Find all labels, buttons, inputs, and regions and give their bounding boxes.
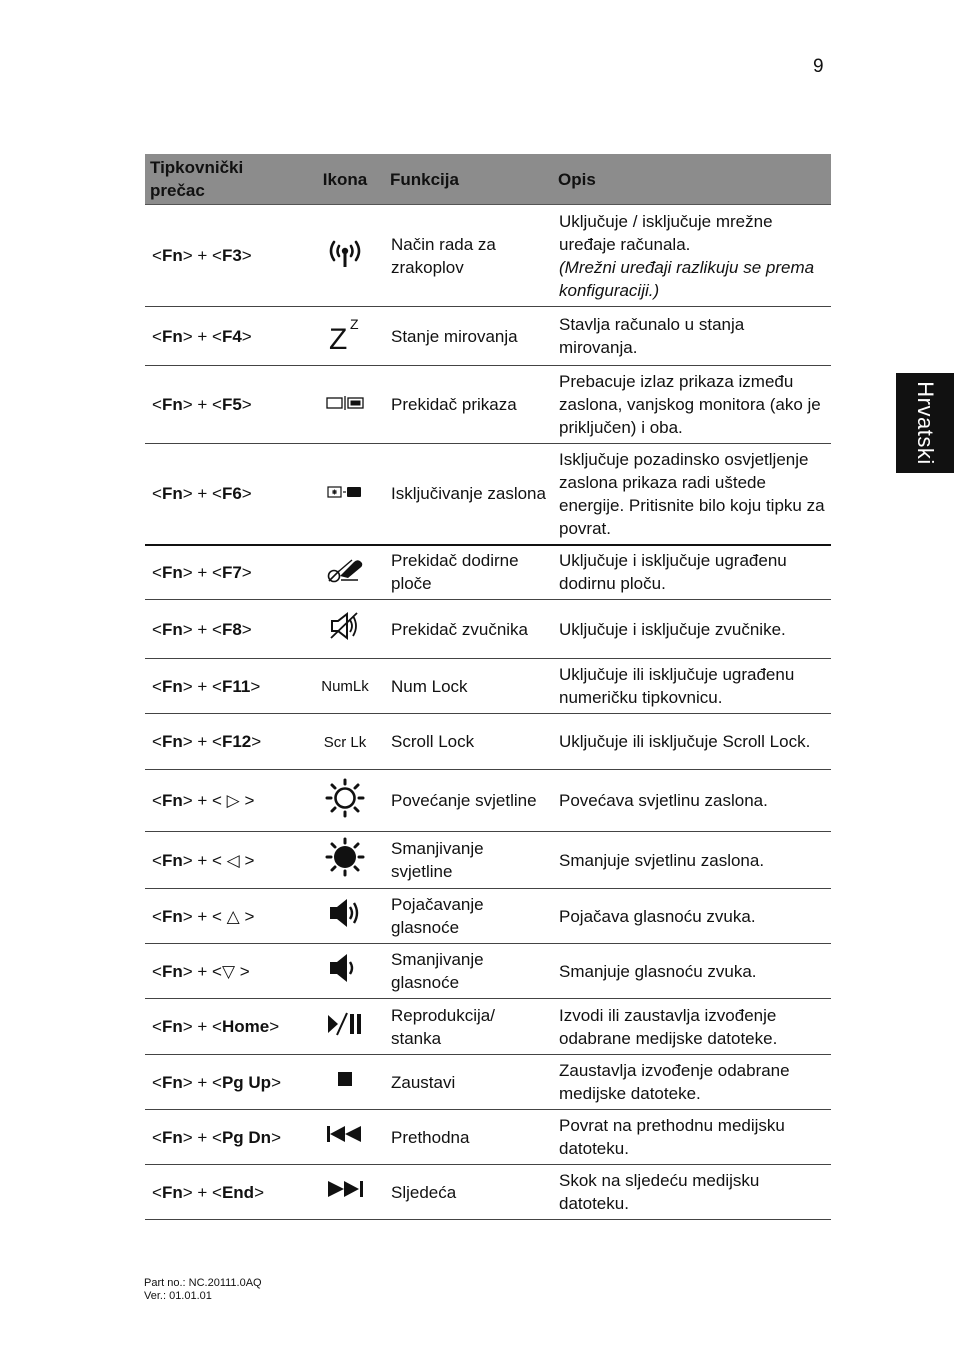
key-name: Pg Up [221, 1072, 272, 1092]
key-bracket: < [152, 1072, 162, 1092]
key-bracket: < [152, 562, 162, 582]
function-cell: Stanje mirovanja [385, 307, 553, 366]
key-bracket: > [241, 484, 252, 504]
key-name: F3 [221, 246, 242, 265]
key-bracket: > [241, 619, 252, 639]
description-text: Uključuje i isključuje zvučnike. [559, 619, 786, 639]
function-cell: Smanjivanje svjetline [385, 832, 553, 889]
display-toggle-icon [325, 394, 365, 417]
function-cell: Prekidač dodirne ploče [385, 545, 553, 600]
key-bracket: > [271, 1072, 281, 1092]
shortcut-cell [145, 307, 305, 366]
table-row [145, 600, 831, 659]
shortcut-cell [145, 600, 305, 659]
header-icon: Ikona [305, 154, 385, 205]
key-plus: > + < [182, 246, 222, 265]
shortcut-cell [145, 832, 305, 889]
description-text: Skok na sljedeću medijsku datoteku. [559, 1171, 760, 1213]
volume-down-icon [327, 951, 363, 991]
key-name: F4 [221, 326, 242, 346]
function-cell: Prethodna [385, 1110, 553, 1165]
description-text: Izvodi ili zaustavlja izvođenje odabrane medijske datoteke. [559, 1005, 778, 1048]
svg-text:Z: Z [329, 323, 348, 352]
description-cell [553, 889, 831, 944]
fn-key: Fn [161, 961, 183, 981]
fn-key: Fn [161, 732, 183, 751]
scrolllock-icon [324, 730, 367, 754]
touchpad-toggle-icon [324, 554, 366, 590]
svg-text:Z: Z [350, 316, 359, 332]
description-text: Uključuje ili isključuje ugrađenu numeričku tipkovnicu. [559, 665, 795, 707]
description-note: (Mrežni uređaji razlikuju se prema konfiguraciji.) [559, 257, 815, 300]
description-text: Povrat na prethodnu medijsku datoteku. [559, 1116, 785, 1158]
table-row [145, 999, 831, 1055]
key-name: F8 [221, 619, 242, 639]
fn-key: Fn [161, 619, 183, 639]
scrolllock-icon-label: Scr Lk [323, 733, 367, 751]
key-name: Pg Dn [221, 1127, 272, 1147]
brightness-down-icon [325, 837, 365, 883]
function-cell: Pojačavanje glasnoće [385, 889, 553, 944]
key-plus: > + < [182, 676, 222, 696]
part-number: Part no.: NC.20111.0AQ [144, 1277, 262, 1289]
key-bracket: < [152, 1182, 162, 1202]
key-bracket: > [241, 246, 252, 265]
function-cell: Isključivanje zaslona [385, 444, 553, 545]
description-cell [553, 1110, 831, 1165]
description-text: Uključuje i isključuje ugrađenu dodirnu ploču. [559, 551, 787, 594]
description-text: Prebacuje izlaz prikaza između zaslona, vanjskog monitora (ako je priključen) i oba. [559, 372, 821, 437]
icon-cell [305, 1055, 385, 1110]
function-cell: Zaustavi [385, 1055, 553, 1110]
key-bracket: < [152, 619, 162, 639]
icon-cell [305, 307, 385, 366]
key-plus: > + < [182, 850, 227, 870]
brightness-up-icon [325, 778, 365, 824]
stop-icon [335, 1069, 355, 1095]
fn-key: Fn [161, 1182, 183, 1202]
key-bracket: < [152, 1127, 162, 1147]
description-cell [553, 832, 831, 889]
icon-cell [305, 889, 385, 944]
key-bracket: > [241, 395, 252, 414]
table-row [145, 366, 831, 444]
key-plus: > + < [182, 484, 222, 504]
shortcut-cell [145, 1055, 305, 1110]
description-cell [553, 714, 831, 770]
numlock-icon-label: NumLk [321, 678, 369, 696]
icon-cell [305, 1165, 385, 1220]
icon-cell [305, 444, 385, 545]
shortcut-cell [145, 1165, 305, 1220]
header-description: Opis [553, 154, 831, 205]
previous-track-icon [325, 1124, 365, 1150]
icon-cell [305, 366, 385, 444]
fn-key: Fn [161, 1127, 183, 1147]
shortcut-cell [145, 205, 305, 307]
key-bracket: < [152, 395, 162, 414]
function-cell: Smanjivanje glasnoće [385, 944, 553, 999]
fn-key: Fn [161, 246, 183, 265]
description-text: Smanjuje glasnoću zvuka. [559, 961, 757, 981]
key-name: End [221, 1182, 255, 1202]
language-tab [896, 373, 954, 473]
header-function: Funkcija [385, 154, 553, 205]
volume-up-icon [327, 896, 363, 936]
function-cell: Način rada za zrakoplov [385, 205, 553, 307]
key-plus: > + < [182, 906, 227, 926]
wireless-icon [325, 236, 365, 276]
fn-key: Fn [161, 1017, 183, 1036]
function-cell: Scroll Lock [385, 714, 553, 770]
description-text: Uključuje ili isključuje Scroll Lock. [559, 732, 811, 751]
numlock-icon [321, 674, 369, 698]
description-cell [553, 205, 831, 307]
description-cell [553, 770, 831, 832]
key-bracket: < [152, 326, 162, 346]
display-off-icon [326, 483, 364, 506]
key-name: F12 [221, 732, 252, 751]
key-bracket: > [239, 791, 255, 810]
function-cell: Prekidač prikaza [385, 366, 553, 444]
icon-cell [305, 770, 385, 832]
table-row [145, 770, 831, 832]
table-row [145, 1165, 831, 1220]
fn-key: Fn [161, 484, 183, 504]
table-row [145, 832, 831, 889]
key-plus: > + < [182, 1017, 222, 1036]
fn-key: Fn [161, 676, 183, 696]
key-bracket: > [239, 906, 255, 926]
table-row [145, 545, 831, 600]
description-text: Stavlja računalo u stanja mirovanja. [559, 315, 745, 357]
description-cell [553, 307, 831, 366]
fn-key: Fn [161, 1072, 183, 1092]
key-bracket: > [251, 732, 262, 751]
shortcut-table [145, 154, 831, 1220]
icon-cell [305, 205, 385, 307]
key-name: Home [221, 1017, 270, 1036]
key-plus: > + < [182, 395, 222, 414]
key-name: F7 [221, 562, 242, 582]
description-text: Uključuje / isključuje mrežne uređaje računala. [559, 211, 773, 254]
page-number: 9 [813, 56, 824, 77]
key-name: ◁ [226, 850, 240, 870]
shortcut-cell [145, 770, 305, 832]
key-plus: > + < [182, 1182, 222, 1202]
key-bracket: > [235, 961, 250, 981]
description-cell [553, 999, 831, 1055]
key-plus: > + < [182, 1072, 222, 1092]
fn-key: Fn [161, 850, 183, 870]
footer [144, 1277, 262, 1303]
key-plus: > + < [182, 326, 222, 346]
icon-cell [305, 944, 385, 999]
key-bracket: > [239, 850, 255, 870]
key-plus: > + < [182, 732, 222, 751]
description-cell [553, 600, 831, 659]
key-plus: > + < [182, 961, 222, 981]
version: Ver.: 01.01.01 [144, 1290, 212, 1302]
description-text: Zaustavlja izvođenje odabrane medijske datoteke. [559, 1061, 790, 1103]
function-cell: Povećanje svjetline [385, 770, 553, 832]
key-bracket: > [241, 562, 252, 582]
description-text: Smanjuje svjetlinu zaslona. [559, 850, 765, 870]
fn-key: Fn [161, 326, 183, 346]
speaker-toggle-icon [328, 611, 362, 647]
description-text: Povećava svjetlinu zaslona. [559, 791, 768, 810]
description-text: Isključuje pozadinsko osvjetljenje zaslona prikaza radi uštede energije. Pritisnite bilo koju tipku za povrat. [559, 449, 825, 538]
key-bracket: < [152, 246, 162, 265]
description-text: Pojačava glasnoću zvuka. [559, 906, 756, 926]
key-bracket: < [152, 676, 162, 696]
key-name: F5 [221, 395, 242, 414]
table-row [145, 1110, 831, 1165]
description-cell [553, 944, 831, 999]
language-tab-label: Hrvatski [913, 381, 938, 465]
shortcut-cell [145, 1110, 305, 1165]
key-name: ▷ [226, 791, 240, 810]
shortcut-cell [145, 944, 305, 999]
key-bracket: < [152, 484, 162, 504]
key-bracket: < [152, 906, 162, 926]
shortcut-cell [145, 889, 305, 944]
header-shortcut: Tipkovnički prečac [145, 154, 305, 205]
play-pause-icon [325, 1011, 365, 1043]
icon-cell [305, 1110, 385, 1165]
key-plus: > + < [182, 619, 222, 639]
fn-key: Fn [161, 395, 183, 414]
description-cell [553, 659, 831, 714]
description-cell [553, 366, 831, 444]
fn-key: Fn [161, 562, 183, 582]
key-bracket: > [250, 676, 261, 696]
icon-cell [305, 545, 385, 600]
key-bracket: < [152, 791, 162, 810]
key-bracket: < [152, 1017, 162, 1036]
fn-key: Fn [161, 791, 183, 810]
function-cell: Num Lock [385, 659, 553, 714]
table-row [145, 944, 831, 999]
key-bracket: < [152, 732, 162, 751]
key-bracket: > [241, 326, 252, 346]
icon-cell [305, 999, 385, 1055]
sleep-icon [327, 314, 363, 358]
key-name: △ [226, 906, 240, 926]
next-track-icon [325, 1179, 365, 1205]
table-row [145, 1055, 831, 1110]
function-cell: Sljedeća [385, 1165, 553, 1220]
shortcut-cell [145, 545, 305, 600]
table-row [145, 444, 831, 545]
key-bracket: > [254, 1182, 264, 1202]
key-bracket: > [271, 1127, 281, 1147]
key-plus: > + < [182, 791, 227, 810]
table-header-row [145, 154, 831, 205]
key-name: F6 [221, 484, 242, 504]
fn-key: Fn [161, 906, 183, 926]
icon-cell [305, 659, 385, 714]
description-cell [553, 444, 831, 545]
shortcut-cell [145, 714, 305, 770]
icon-cell [305, 714, 385, 770]
description-cell [553, 545, 831, 600]
shortcut-cell [145, 366, 305, 444]
key-name: F11 [221, 676, 251, 696]
key-bracket: < [152, 850, 162, 870]
table-row [145, 714, 831, 770]
key-bracket: > [269, 1017, 280, 1036]
icon-cell [305, 832, 385, 889]
shortcut-cell [145, 999, 305, 1055]
table-row [145, 205, 831, 307]
function-cell: Prekidač zvučnika [385, 600, 553, 659]
function-cell: Reprodukcija/ stanka [385, 999, 553, 1055]
key-name: ▽ [221, 961, 236, 981]
key-bracket: < [152, 961, 162, 981]
icon-cell [305, 600, 385, 659]
description-cell [553, 1165, 831, 1220]
key-plus: > + < [182, 562, 222, 582]
table-row [145, 889, 831, 944]
table-row [145, 307, 831, 366]
key-plus: > + < [182, 1127, 222, 1147]
shortcut-cell [145, 659, 305, 714]
shortcut-cell [145, 444, 305, 545]
table-row [145, 659, 831, 714]
description-cell [553, 1055, 831, 1110]
